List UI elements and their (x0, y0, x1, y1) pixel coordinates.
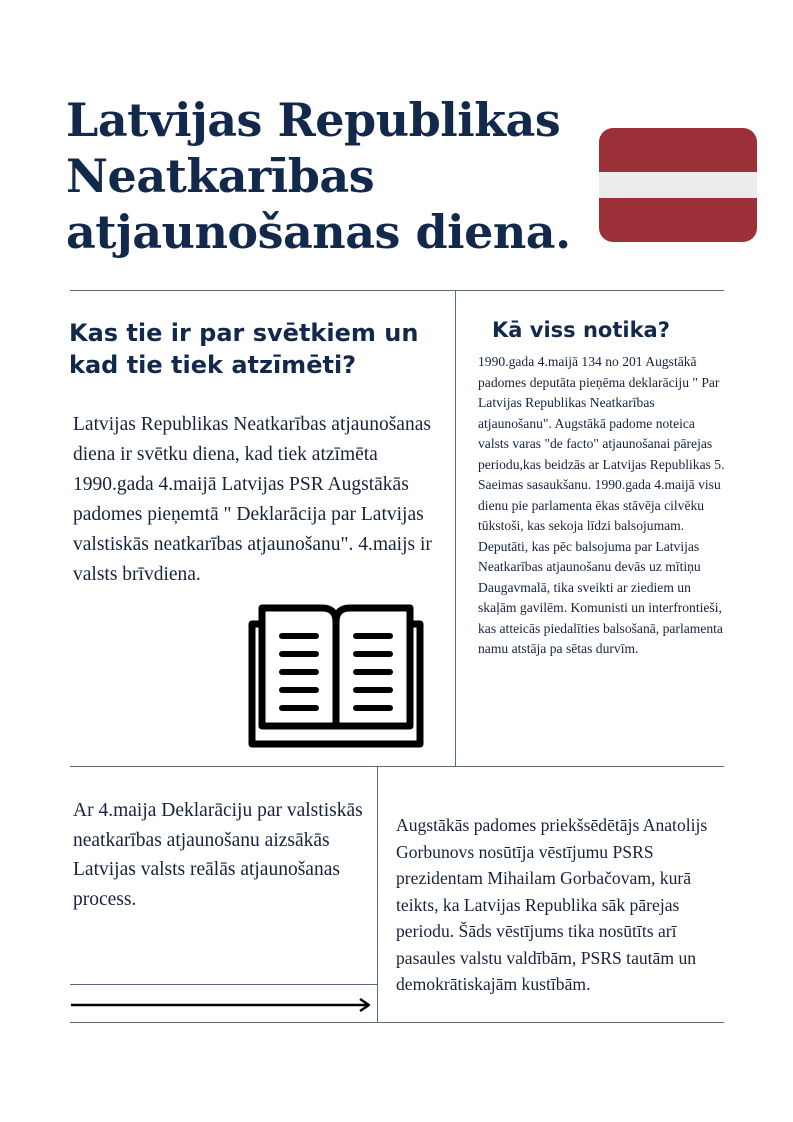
celebration-paragraph: Latvijas Republikas Neatkarības atjaunošanas diena ir svētku diena, kad tiek atzīmēta 1990.gada 4.maijā Latvijas PSR Augstākās padomes pieņemtā " Deklarācija par Latvijas valstiskās neatkarības atjaunošanu". 4.maijs ir valsts brīvdiena. (73, 414, 432, 585)
message-paragraph: Augstākās padomes priekšsēdētājs Anatolijs Gorbunovs nosūtīja vēstījumu PSRS prezidentam Mihailam Gorbačovam, kurā teikts, ka Latvijas Republika sāk pārejas periodu. Šāds vēstījums tika nosūtīts arī pasaules valstu valdībām, PSRS tautām un demokrātiskajām kustībām. (396, 815, 708, 994)
history-paragraph: 1990.gada 4.maijā 134 no 201 Augstākā padomes deputāta pieņēma deklarāciju " Par Latvijas Republikas Neatkarības atjaunošanu". Augstākā padome noteica valsts varas "de facto" atjaunošanai pārejas periodu,kas beidzās ar Latvijas Republikas 5. Saeimas sasaukšanu. 1990.gada 4.maijā visu dienu pie parlamenta ēkas stāvēja cilvēku tūkstoši, kas sekoja līdzi balsojumam. Deputāti, kas pēc balsojuma par Latvijas Neatkarības atjaunošanu devās uz mītiņu Daugavmalā, tika sveikti ar ziediem un skaļām gavilēm. Komunisti un interfrontieši, kas atteicās piedalīties balsošanā, parlamenta namu atstāja pa sētas durvīm. (478, 354, 725, 656)
declaration-paragraph: Ar 4.maija Deklarāciju par valstiskās neatkarības atjaunošanu aizsākās Latvijas valsts reālās atjaunošanas process. (73, 800, 363, 910)
middle-divider (70, 766, 724, 767)
lower-column-divider (377, 766, 378, 1022)
top-divider (70, 290, 724, 291)
flag-stripe-top (599, 128, 757, 172)
lower-left-divider (70, 984, 377, 985)
open-book-icon (244, 602, 428, 750)
section-heading-celebration: Kas tie ir par svētkiem un kad tie tiek atzīmēti? (69, 319, 419, 379)
arrow-right-icon (70, 996, 374, 1014)
flag-stripe-center (599, 172, 757, 198)
bottom-divider (70, 1022, 724, 1023)
flag-stripe-bottom (599, 198, 757, 242)
page-title: Latvijas Republikas Neatkarības atjaunošanas diena. (66, 93, 571, 260)
section-heading-history: Kā viss notika? (492, 318, 670, 342)
upper-column-divider (455, 290, 456, 766)
latvian-flag-icon (599, 128, 757, 242)
